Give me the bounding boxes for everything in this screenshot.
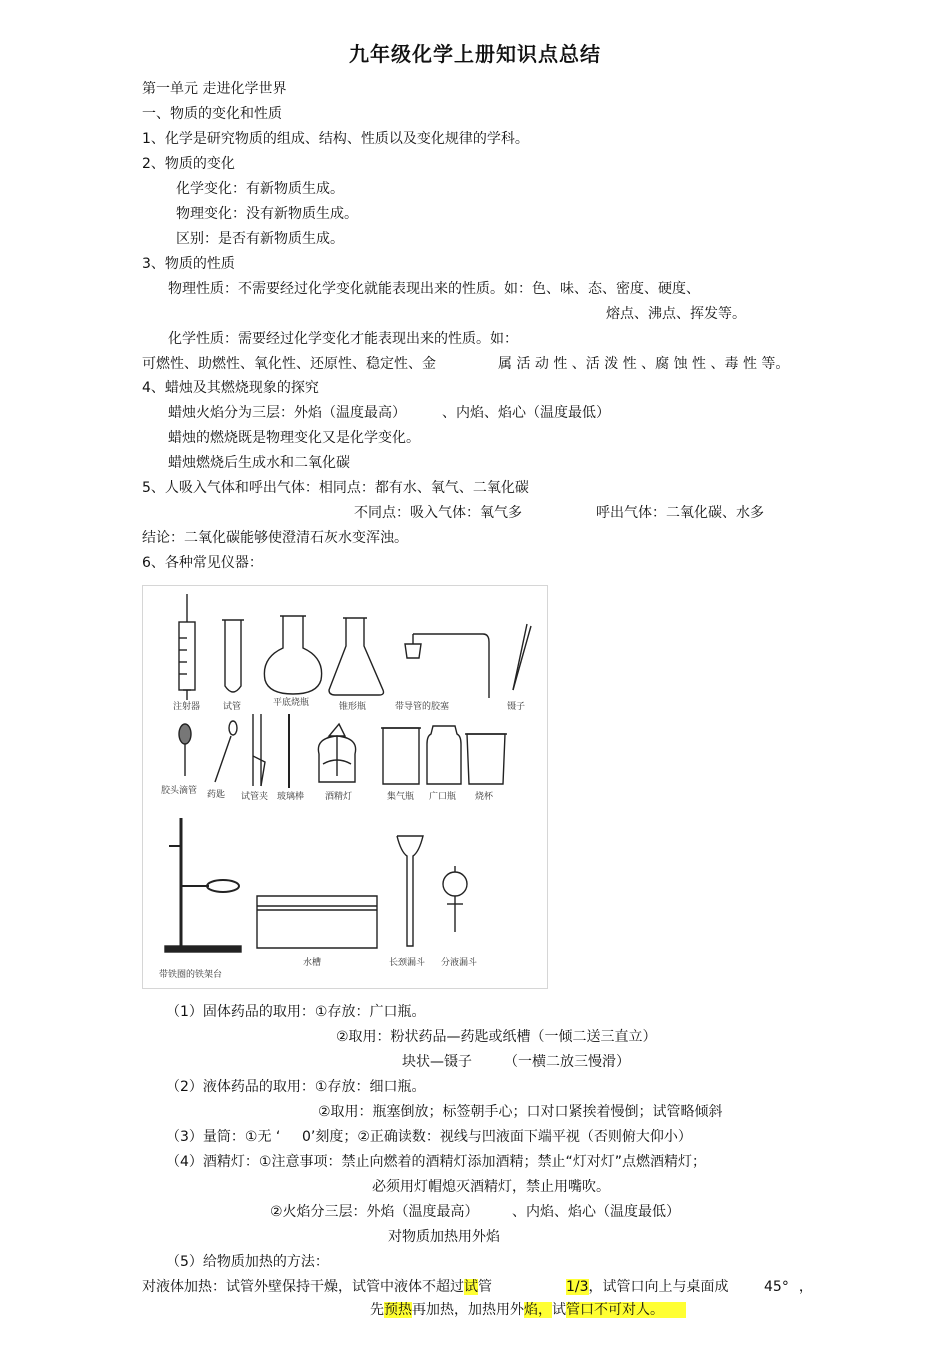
text-line: （3）量筒：①无 ‘ <box>166 1129 281 1145</box>
caption-long-funnel: 长颈漏斗 <box>389 958 426 968</box>
gas-jar-icon <box>381 728 421 784</box>
text-line: ②取用：瓶塞倒放；标签朝手心；口对口紧挨着慢倒；试管略倾斜 <box>318 1104 723 1120</box>
caption-erlenmeyer: 锥形瓶 <box>339 702 367 712</box>
text-line: 3、物质的性质 <box>142 256 235 272</box>
beaker-icon <box>465 734 507 784</box>
text-run: ，试管口向上与桌面成 <box>588 1279 729 1295</box>
caption-test-tube: 试管 <box>223 702 242 712</box>
instruments-figure <box>142 585 548 989</box>
text-line: 4、蜡烛及其燃烧现象的探究 <box>142 380 319 396</box>
text-run: 试 <box>552 1302 566 1318</box>
section-heading: 一、物质的变化和性质 <box>142 106 282 122</box>
text-line: 蜡烛燃烧后生成水和二氧化碳 <box>168 455 350 471</box>
text-line: 必须用灯帽熄灭酒精灯，禁止用嘴吹。 <box>372 1179 610 1195</box>
unit-heading: 第一单元 走进化学世界 <box>142 81 287 97</box>
caption-beaker: 烧杯 <box>475 792 494 802</box>
text-line <box>370 1301 686 1319</box>
highlighted-text: 预热 <box>384 1302 412 1318</box>
text-line: 区别：是否有新物质生成。 <box>176 231 344 247</box>
caption-wide-bottle: 广口瓶 <box>429 792 457 802</box>
text-line: 呼出气体：二氧化碳、水多 <box>596 505 764 521</box>
text-line: 化学变化：有新物质生成。 <box>176 181 344 197</box>
text-line: 化学性质：需要经过化学变化才能表现出来的性质。如： <box>168 331 518 347</box>
text-run: 对液体加热：试管外壁保持干燥，试管中液体不超过 <box>142 1279 464 1295</box>
text-line <box>764 1278 813 1296</box>
text-line: 2、物质的变化 <box>142 156 235 172</box>
caption-spatula: 药匙 <box>207 790 226 800</box>
iron-stand-icon <box>165 818 241 952</box>
caption-stopper: 带导管的胶塞 <box>395 702 450 712</box>
text-run: 45° <box>764 1279 789 1295</box>
caption-tweezers: 镊子 <box>507 702 526 712</box>
highlighted-text: 1/3 <box>566 1279 589 1295</box>
text-line <box>142 1278 492 1296</box>
text-line: 熔点、沸点、挥发等。 <box>606 306 746 322</box>
text-line: （4）酒精灯：①注意事项：禁止向燃着的酒精灯添加酒精；禁止“灯对灯”点燃酒精灯； <box>166 1154 706 1170</box>
text-line: 、内焰、焰心（温度最低） <box>442 405 610 421</box>
text-line: 对物质加热用外焰 <box>388 1229 500 1245</box>
text-line: 蜡烛火焰分为三层：外焰（温度最高） <box>168 405 406 421</box>
text-run: 管 <box>478 1279 492 1295</box>
caption-iron-stand: 带铁圈的铁架台 <box>159 970 223 980</box>
syringe-icon <box>179 594 195 700</box>
text-line: 结论：二氧化碳能够使澄清石灰水变浑浊。 <box>142 530 408 546</box>
caption-flat-flask: 平底烧瓶 <box>273 698 310 708</box>
caption-alcohol-lamp: 酒精灯 <box>325 792 353 802</box>
text-line: 5、人吸入气体和呼出气体：相同点：都有水、氧气、二氧化碳 <box>142 480 529 496</box>
text-line: 物理性质：不需要经过化学变化就能表现出来的性质。如：色、味、态、密度、硬度、 <box>168 281 700 297</box>
wide-mouth-bottle-icon <box>427 726 461 784</box>
text-line: 不同点：吸入气体：氧气多 <box>354 505 522 521</box>
text-line: 属 活 动 性 、活 泼 性 、腐 蚀 性 、毒 性 等。 <box>498 356 790 372</box>
test-tube-icon <box>222 620 244 692</box>
long-neck-funnel-icon <box>397 836 423 946</box>
erlenmeyer-flask-icon <box>329 618 384 695</box>
text-run: 再加热，加热用外 <box>412 1302 524 1318</box>
text-line: （2）液体药品的取用：①存放：细口瓶。 <box>166 1079 426 1095</box>
tweezers-icon <box>513 624 531 690</box>
text-run: ， <box>798 1279 813 1295</box>
caption-holder: 试管夹 <box>241 792 269 802</box>
caption-dropper: 胶头滴管 <box>161 786 198 796</box>
text-line: （一横二放三慢滑） <box>504 1054 630 1070</box>
separatory-funnel-icon <box>443 866 467 932</box>
flat-bottom-flask-icon <box>264 616 321 694</box>
text-line: ②取用：粉状药品—药匙或纸槽（一倾二送三直立） <box>336 1029 657 1045</box>
dropper-icon <box>179 724 191 776</box>
text-line: （1）固体药品的取用：①存放：广口瓶。 <box>166 1004 426 1020</box>
text-line: 1、化学是研究物质的组成、结构、性质以及变化规律的学科。 <box>142 131 529 147</box>
instruments-drawing <box>143 586 547 988</box>
text-line: 6、各种常见仪器： <box>142 555 263 571</box>
text-line: 物理变化：没有新物质生成。 <box>176 206 358 222</box>
page-title: 九年级化学上册知识点总结 <box>349 42 601 66</box>
caption-gas-jar: 集气瓶 <box>387 792 415 802</box>
test-tube-holder-icon <box>253 714 265 786</box>
caption-sep-funnel: 分液漏斗 <box>441 958 478 968</box>
caption-syringe: 注射器 <box>173 702 201 712</box>
text-line <box>566 1278 729 1296</box>
spatula-icon <box>215 721 237 782</box>
caption-water-trough: 水槽 <box>303 958 322 968</box>
text-line: 块状—镊子 <box>402 1054 472 1070</box>
water-trough-icon <box>257 896 377 948</box>
text-line: 可燃性、助燃性、氧化性、还原性、稳定性、金 <box>142 356 436 372</box>
stopper-with-tube-icon <box>405 634 489 698</box>
caption-glass-rod: 玻璃棒 <box>277 792 305 802</box>
text-line: 0’刻度；②正确读数：视线与凹液面下端平视（否则俯大仰小） <box>302 1129 692 1145</box>
highlighted-text: 焰， <box>524 1302 552 1318</box>
alcohol-lamp-icon <box>318 724 355 782</box>
highlighted-text: 管口不可对人。 <box>566 1302 686 1318</box>
text-line: 蜡烛的燃烧既是物理变化又是化学变化。 <box>168 430 420 446</box>
text-run: 先 <box>370 1302 384 1318</box>
text-line: （5）给物质加热的方法： <box>166 1254 329 1270</box>
highlighted-text: 试 <box>464 1279 478 1295</box>
text-line: ②火焰分三层：外焰（温度最高） <box>270 1204 479 1220</box>
text-line: 、内焰、焰心（温度最低） <box>512 1204 680 1220</box>
